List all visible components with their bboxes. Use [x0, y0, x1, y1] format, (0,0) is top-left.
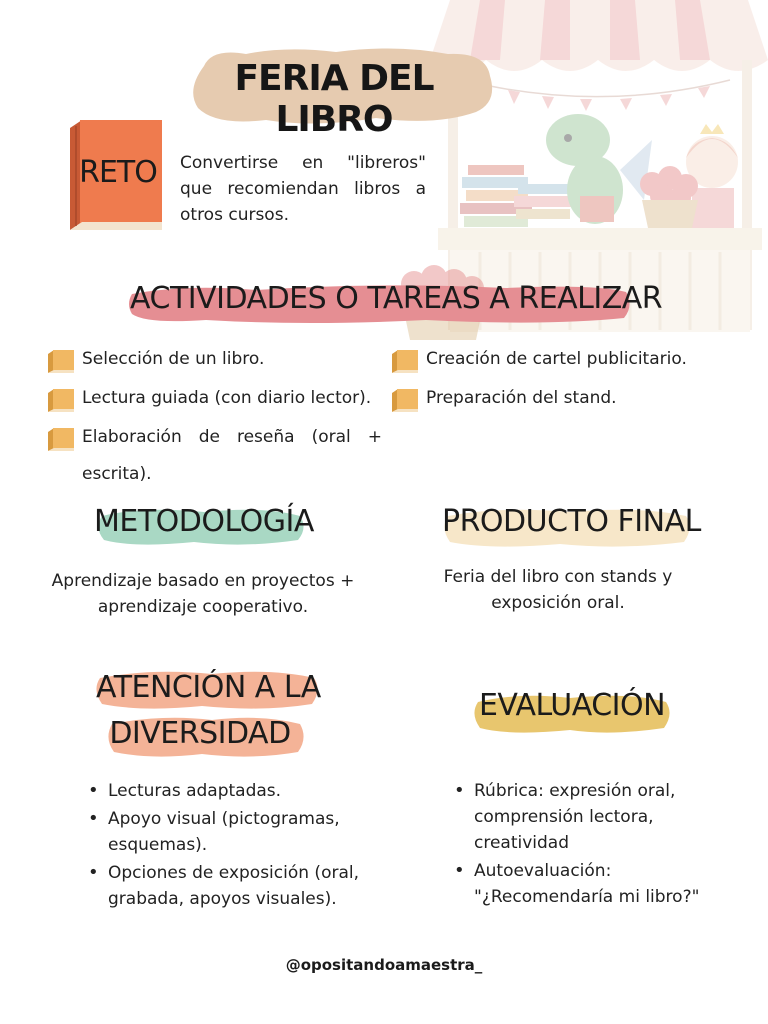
- metodologia-heading: METODOLOGÍA: [94, 504, 314, 539]
- list-item: [46, 350, 386, 369]
- producto-final-heading: PRODUCTO FINAL: [442, 504, 701, 539]
- book-icon: [46, 348, 76, 374]
- atencion-list: [88, 778, 388, 914]
- list-item: • Lecturas adaptadas.: [88, 778, 388, 804]
- list-item: • Rúbrica: expresión oral, comprensión lectora, creatividad: [454, 778, 744, 856]
- atencion-heading-line1: ATENCIÓN A LA: [96, 670, 321, 705]
- list-item: • Apoyo visual (pictogramas, esquemas).: [88, 806, 388, 858]
- evaluacion-list: [454, 778, 744, 912]
- activity-text: Elaboración de reseña (oral +: [82, 427, 382, 447]
- activity-text: Preparación del stand.: [426, 388, 617, 408]
- evaluacion-heading: EVALUACIÓN: [478, 688, 666, 723]
- producto-final-text: Feria del libro con stands y exposición oral.: [443, 567, 673, 613]
- book-icon: [46, 387, 76, 413]
- list-item: [46, 428, 386, 484]
- activities-list-left: [46, 350, 386, 504]
- atencion-heading-line2: DIVERSIDAD: [109, 716, 291, 751]
- list-item: • Autoevaluación: "¿Recomendaría mi libro?": [454, 858, 744, 910]
- book-icon: [46, 426, 76, 452]
- list-item: • Opciones de exposición (oral, grabada, apoyos visuales).: [88, 860, 388, 912]
- activities-list-right: [390, 350, 720, 428]
- book-icon: [390, 348, 420, 374]
- page-title: FERIA DEL LIBRO: [234, 58, 434, 140]
- author-handle: @opositandoamaestra_: [285, 956, 483, 974]
- reto-description: Convertirse en "libreros" que recomiendan libros a otros cursos.: [180, 153, 426, 225]
- activity-text-continued: escrita).: [82, 464, 152, 484]
- reto-label: RETO: [79, 155, 157, 190]
- activities-heading: ACTIVIDADES O TAREAS A REALIZAR: [130, 281, 663, 316]
- book-icon: [390, 387, 420, 413]
- list-item: [390, 350, 720, 369]
- activity-text: Selección de un libro.: [82, 349, 265, 369]
- list-item: [46, 389, 386, 408]
- activity-text: Lectura guiada (con diario lector).: [82, 388, 372, 408]
- list-item: [390, 389, 720, 408]
- activity-text: Creación de cartel publicitario.: [426, 349, 687, 369]
- metodologia-text: Aprendizaje basado en proyectos + aprendizaje cooperativo.: [51, 571, 355, 617]
